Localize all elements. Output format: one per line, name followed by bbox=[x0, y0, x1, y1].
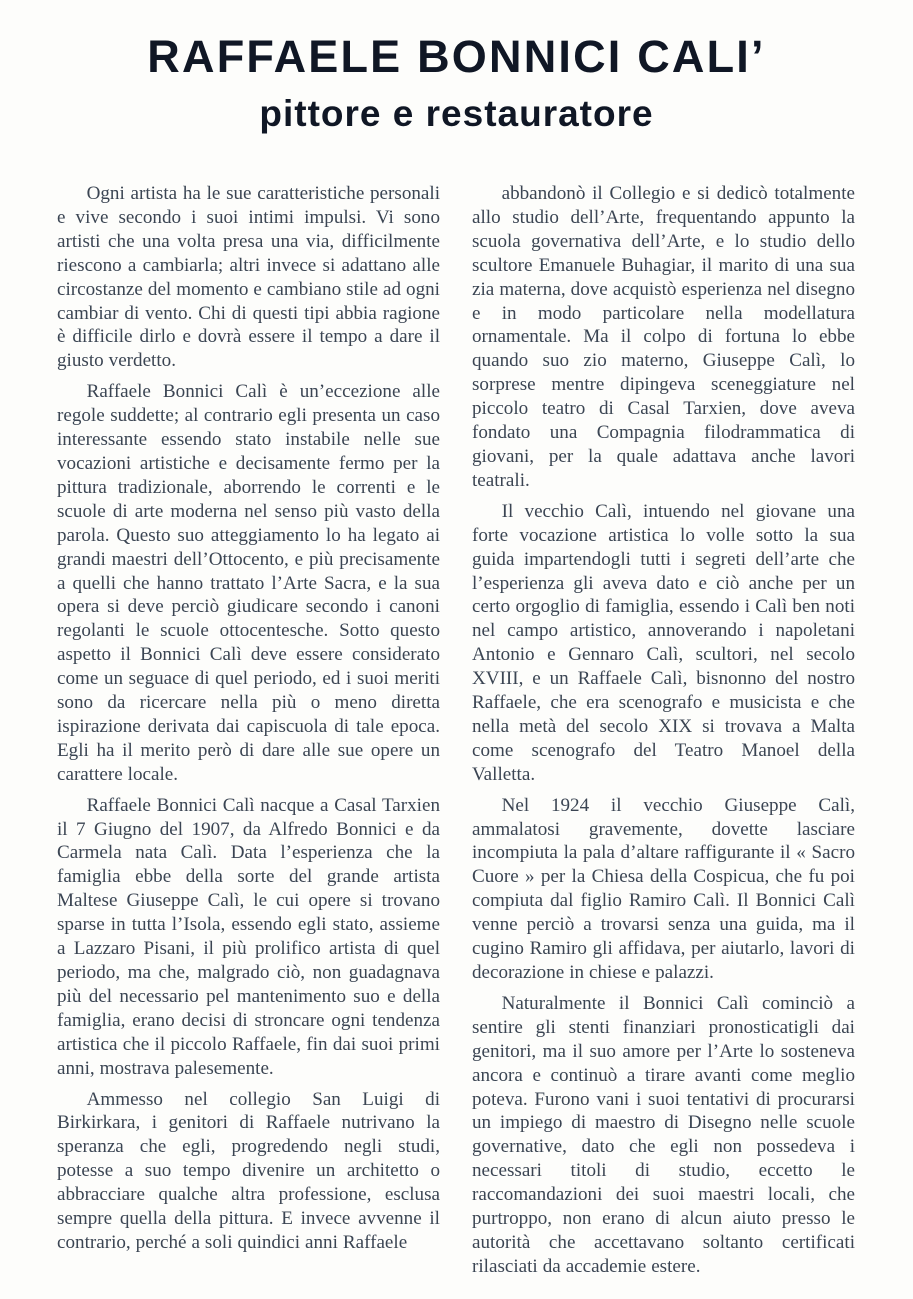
paragraph: abbandonò il Collegio e si dedicò totalmente allo studio dell’Arte, frequentando appunto la scuola governativa dell’Arte, e lo studio dello scultore Emanuele Buhagiar, il marito di una sua zia materna, dove acquistò esperienza nel disegno e in modo particolare nella modellatura ornamentale. Ma il colpo di fortuna lo ebbe quando suo zio materno, Giuseppe Calì, lo sorprese mentre dipingeva sceneggiature nel piccolo teatro di Casal Tarxien, dove aveva fondato una Compagnia filodrammatica di giovani, per la quale adattava anche lavori teatrali. bbox=[472, 183, 855, 491]
page-title: RAFFAELE BONNICI CALI’ bbox=[147, 31, 766, 82]
article-body bbox=[57, 182, 856, 1279]
paragraph: Naturalmente il Bonnici Calì cominciò a sentire gli stenti finanziari pronosticatigli dai genitori, ma il suo amore per l’Arte lo sosteneva ancora e continuò a tirare avanti come meglio poteva. Furono vani i suoi tentativi di procurarsi un impiego di maestro di Disegno nelle scuole governative, dato che egli non possedeva i necessari titoli di studio, eccetto le raccomandazioni dei suoi maestri locali, che purtroppo, non erano di alcun aiuto presso le autorità che accettavano soltanto certificati rilasciati da accademie estere. bbox=[472, 992, 855, 1277]
paragraph: Raffaele Bonnici Calì è un’eccezione alle regole suddette; al contrario egli presenta un caso interessante essendo stato instabile nelle sue vocazioni artistiche e decisamente fermo per la pittura tradizionale, aborrendo le correnti e le scuole di arte moderna nel senso più vasto della parola. Questo suo atteggiamento lo ha legato ai grandi maestri dell’Ottocento, e più precisamente a quelli che hanno trattato l’Arte Sacra, e la sua opera si deve perciò giudicare secondo i canoni regolanti le scuole ottocentesche. Sotto questo aspetto il Bonnici Calì deve essere considerato come un seguace di quel periodo, ed i suoi meriti sono da ricercare nella più o meno diretta ispirazione derivata dai capiscuola di tale epoca. Egli ha il merito però di dare alle sue opere un carattere locale. bbox=[57, 381, 440, 785]
paragraph: Il vecchio Calì, intuendo nel giovane una forte vocazione artistica lo volle sotto la sua guida impartendogli tutti i segreti dell’arte che l’esperienza gli aveva dato e ciò anche per un certo orgoglio di famiglia, essendo i Calì ben noti nel campo artistico, annoverando i napoletani Antonio e Gennaro Calì, scultori, nel secolo XVIII, e un Raffaele Calì, bisnonno del nostro Raffaele, che era scenografo e musicista e che nella metà del secolo XIX si trovava a Malta come scenografo del Teatro Manoel della Valletta. bbox=[472, 500, 855, 785]
page-subtitle: pittore e restauratore bbox=[259, 92, 654, 134]
masthead bbox=[0, 0, 913, 134]
paragraph: Raffaele Bonnici Calì nacque a Casal Tarxien il 7 Giugno del 1907, da Alfredo Bonnici e da Carmela nata Calì. Data l’esperienza che la famiglia ebbe della sorte del grande artista Maltese Giuseppe Calì, le cui opere si trovano sparse in tutta l’Isola, essendo egli stato, assieme a Lazzaro Pisani, il più prolifico artista di quel periodo, ma che, malgrado ciò, non guadagnava più del necessario pel mantenimento suo e della famiglia, erano decisi di stroncare ogni tendenza artistica che il piccolo Raffaele, fin dai suoi primi anni, mostrava palesemente. bbox=[57, 794, 440, 1079]
paragraph: Ogni artista ha le sue caratteristiche personali e vive secondo i suoi intimi impulsi. Vi sono artisti che una volta presa una via, difficilmente riescono a cambiarla; altri invece si adattano alle circostanze del momento e cambiano stile ad ogni cambiar di vento. Chi di questi tipi abbia ragione è difficile dirlo e dovrà essere il tempo a dare il giusto verdetto. bbox=[57, 183, 440, 372]
left-column bbox=[57, 182, 440, 1255]
right-column bbox=[472, 182, 855, 1279]
paragraph: Ammesso nel collegio San Luigi di Birkirkara, i genitori di Raffaele nutrivano la speranza che egli, progredendo negli studi, potesse a suo tempo divenire un architetto o abbracciare qualche altra professione, esclusa sempre quella della pittura. E invece avvenne il contrario, perché a soli quindici anni Raffaele bbox=[57, 1088, 440, 1253]
paragraph: Nel 1924 il vecchio Giuseppe Calì, ammalatosi gravemente, dovette lasciare incompiuta la pala d’altare raffigurante il « Sacro Cuore » per la Chiesa della Cospicua, che fu poi compiuta dal figlio Ramiro Calì. Il Bonnici Calì venne perciò a trovarsi senza una guida, ma il cugino Ramiro gli affidava, per aiutarlo, lavori di decorazione in chiese e palazzi. bbox=[472, 794, 855, 983]
